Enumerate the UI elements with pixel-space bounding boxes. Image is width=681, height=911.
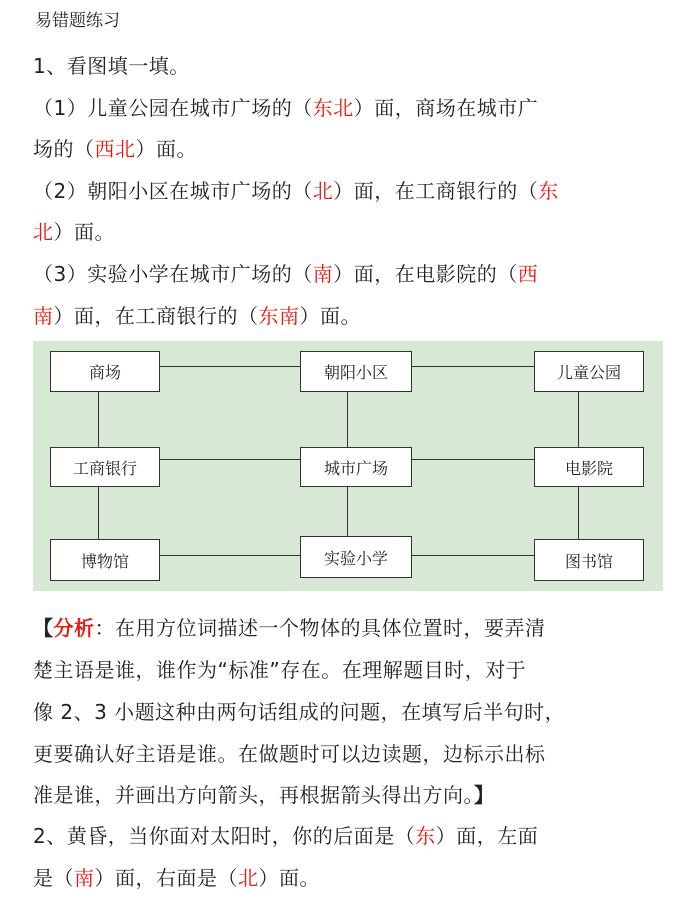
- question-1-part-2-line-1: （2）朝阳小区在城市广场的（北）面，在工商银行的（东: [33, 179, 559, 203]
- connector-line: [411, 555, 535, 556]
- connector-line: [159, 366, 301, 367]
- page-title: 易错题练习: [35, 11, 120, 31]
- connector-line: [98, 486, 99, 540]
- answer-q2-3: 北: [238, 866, 259, 890]
- answer-2-2b: 北: [33, 220, 54, 244]
- map-node-bowuguan: 博物馆: [50, 539, 160, 581]
- analysis-line-2: 楚主语是谁，谁作为“标准”存在。在理解题目时，对于: [33, 658, 527, 682]
- answer-3-3: 东南: [258, 304, 300, 328]
- map-node-guangchang: 城市广场: [300, 447, 412, 487]
- connector-line: [411, 459, 535, 460]
- connector-line: [578, 392, 579, 448]
- question-1-part-1-line-1: （1）儿童公园在城市广场的（东北）面，商场在城市广: [33, 96, 539, 120]
- question-2-line-1: 2、黄昏，当你面对太阳时，你的后面是（东）面，左面: [33, 824, 539, 848]
- answer-1-1: 东北: [312, 96, 354, 120]
- question-1-heading: 1、看图填一填。: [33, 54, 190, 78]
- connector-line: [347, 486, 348, 537]
- question-1-part-2-line-2: 北）面。: [33, 220, 115, 244]
- map-node-dianying: 电影院: [534, 447, 644, 487]
- answer-2-2a: 东: [538, 179, 559, 203]
- question-1-part-1-line-2: 场的（西北）面。: [33, 137, 197, 161]
- connector-line: [159, 459, 301, 460]
- map-node-tushuguan: 图书馆: [534, 539, 644, 581]
- connector-line: [347, 392, 348, 448]
- analysis-line-1: 【分析：在用方位词描述一个物体的具体位置时，要弄清: [33, 616, 546, 640]
- connector-line: [411, 366, 535, 367]
- answer-3-2b: 南: [33, 304, 54, 328]
- question-1-part-3-line-2: 南）面，在工商银行的（东南）面。: [33, 304, 361, 328]
- answer-3-2a: 西: [517, 262, 539, 286]
- analysis-line-5: 准是谁，并画出方向箭头，再根据箭头得出方向。】: [33, 783, 495, 807]
- analysis-label: 分析: [53, 616, 95, 640]
- map-diagram: [33, 341, 663, 591]
- map-node-yinhang: 工商银行: [50, 447, 160, 487]
- connector-line: [159, 555, 301, 556]
- question-2-line-2: 是（南）面，右面是（北）面。: [33, 866, 320, 890]
- connector-line: [98, 392, 99, 448]
- answer-q2-1: 东: [415, 824, 436, 848]
- map-node-chaoyang: 朝阳小区: [300, 351, 412, 392]
- map-node-shiyan: 实验小学: [300, 536, 412, 578]
- map-node-ertong: 儿童公园: [534, 351, 644, 392]
- map-node-shangchang: 商场: [50, 351, 160, 392]
- analysis-line-4: 更要确认好主语是谁。在做题时可以边读题，边标示出标: [33, 742, 546, 766]
- answer-2-1: 北: [312, 179, 334, 203]
- answer-1-2: 西北: [94, 137, 136, 161]
- analysis-line-3: 像 2、3 小题这种由两句话组成的问题，在填写后半句时，: [33, 700, 566, 724]
- answer-q2-2: 南: [74, 866, 95, 890]
- answer-3-1: 南: [312, 262, 334, 286]
- connector-line: [578, 486, 579, 540]
- question-1-part-3-line-1: （3）实验小学在城市广场的（南）面，在电影院的（西: [33, 262, 539, 286]
